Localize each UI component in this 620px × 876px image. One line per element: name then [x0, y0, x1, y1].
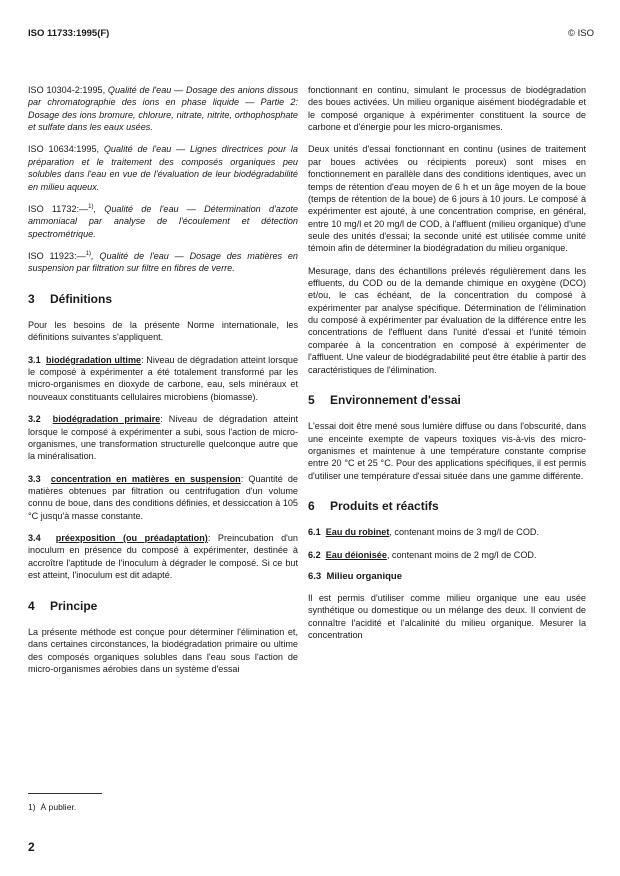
definition-3-2: 3.2 biodégradation primaire: Niveau de dégradation atteint lorsque le composé à expérimenter a subi, sous l'action de micro-organismes, une transformation structurelle quelconque autre que la minéralisation.: [28, 414, 298, 462]
subsection-6-3-heading: 6.3 Milieu organique: [308, 571, 402, 583]
definition-3-3: 3.3 concentration en matières en suspension: Quantité de matières obtenues par filtration ou centrifugation d'un volume connu de boue, dans des conditions définies, et dessiccation à 105 °C jusqu'à masse constante.: [28, 473, 298, 521]
right-column: [308, 84, 586, 651]
footnote-divider: [28, 793, 102, 794]
header-standard-id: ISO 11733:1995(F): [28, 28, 110, 39]
section-5-heading: 5 Environnement d'essai: [308, 392, 461, 407]
left-column: [28, 84, 298, 685]
section-6-heading: 6 Produits et réactifs: [308, 499, 439, 514]
subsection-6-3-text: Il est permis d'utiliser comme milieu organique une eau usée synthétique ou domestique ou un mélange des deux. Il convient de connaître l'acidité et l'alcalinité du milieu organique. Mesurer la concentration: [308, 592, 586, 641]
definition-3-4: 3.4 préexposition (ou préadaptation): Preincubation d'un inoculum en présence du composé à expérimenter, destinée à accroître l'aptitude de l'inoculum à dégrader le composé. Si ce but est atteint, l'inoculum est dit adapté.: [28, 533, 298, 581]
item-6-1: 6.1 Eau du robinet, contenant moins de 3 mg/l de COD.: [308, 527, 539, 538]
principle-continuation: fonctionnant en continu, simulant le processus de biodégradation des boues activées. Un milieu organique aisément biodégradable et le composé organique à expérimenter constituent la source de carbone et d'énergie pour les micro-organismes.: [308, 85, 586, 133]
reference-iso-11732: ISO 11732:—$^{1)}$, Qualité de l'eau — Détermination d'azote ammoniacal par analyse de l'écoulement et détection spectrométrique.: [28, 203, 298, 239]
reference-iso-10634: ISO 10634:1995, Qualité de l'eau — Lignes directrices pour la préparation et le traitement des composés organiques peu solubles dans l'eau en vue de l'évaluation de leur biodégradabilité en milieu aqueux.: [28, 144, 298, 192]
section-3-heading: 3 Définitions: [28, 291, 112, 306]
section-4-text: La présente méthode est conçue pour déterminer l'élimination et, dans certaines circonstances, la biodégradation primaire ou ultime des composés organiques solubles dans l'eau sous l'action de micro-organismes aérobies dans un système d'essai: [28, 626, 298, 674]
reference-iso-11923: ISO 11923:—$^{1)}$, Qualité de l'eau — Dosage des matières en suspension par filtration sur filtre en fibres de verre.: [28, 250, 298, 274]
definition-3-1: 3.1 biodégradation ultime: Niveau de dégradation atteint lorsque le composé à expérimenter a été totalement transformé par les micro-organismes en dioxyde de carbone, eau, sels minéraux et nouveaux constituants cellulaires microbiens (biomasse).: [28, 354, 298, 402]
item-6-2: 6.2 Eau déionisée, contenant moins de 2 mg/l de COD.: [308, 549, 537, 560]
section-3-intro: Pour les besoins de la présente Norme internationale, les définitions suivantes s'appliquent.: [28, 320, 298, 343]
footnote: 1) À publier.: [28, 802, 77, 812]
section-5-text: L'essai doit être mené sous lumière diffuse ou dans l'obscurité, dans une enceinte exempte de vapeurs toxiques vis-à-vis des micro-organismes et maintenue à une température constante comprise entre 20 °C et 25 °C. Pour des applications spécifiques, il est permis d'utiliser une température d'essai située dans une gamme différente.: [308, 421, 586, 481]
page-number: 2: [28, 840, 35, 854]
header-copyright: © ISO: [567, 28, 594, 39]
section-4-heading: 4 Principe: [28, 598, 98, 613]
principle-measurement-paragraph: Mesurage, dans des échantillons prélevés régulièrement dans les effluents, du COD ou de la demande chimique en oxygène (DCO) et/ou, le cas échéant, de la concentration du composé à expérimenter par analyse spécifique. Détermination de l'élimination du composé à expérimenter par évaluation de la différence entre les concentrations de l'effluent dans l'unité d'essai et l'unité témoin comparée à la concentration en composé à expérimenter de l'affluent. Une valeur de biodégradabilité peut être établie à partir des caractéristiques de l'élimination.: [308, 265, 586, 375]
reference-iso-10304-2: ISO 10304-2:1995, Qualité de l'eau — Dosage des anions dissous par chromatographie des ions en phase liquide — Partie 2: Dosage des ions bromure, chlorure, nitrate, nitrite, orthophosphate et sulfate dans les eaux usées.: [28, 85, 299, 133]
principle-units-paragraph: Deux unités d'essai fonctionnant en continu (usines de traitement par boues activées ou récipients poreux) sont mises en fonctionnement en parallèle dans des conditions identiques, avec un temps de rétention d'eau moyen de 6 h et un âge moyen de la boue (temps de rétention de la boue) de 6 jours à 10 jours. Le composé à expérimenter est ajouté, à une concentration comprise, en général, entre 10 mg/l et 20 mg/l de COD, à l'affluent (milieu organique) d'une seule des unités d'essai; la seconde unité est utilisée comme unité témoin afin de déterminer la biodégradation du milieu organique.: [308, 144, 586, 254]
